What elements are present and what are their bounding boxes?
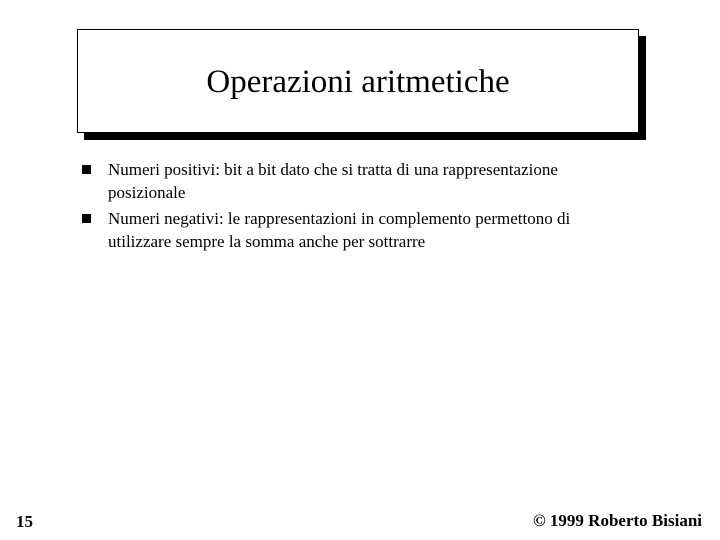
slide-title: Operazioni aritmetiche xyxy=(206,63,510,100)
copyright-notice: © 1999 Roberto Bisiani xyxy=(532,511,702,530)
square-bullet-icon xyxy=(82,165,91,174)
title-box xyxy=(77,29,639,133)
bullet-list xyxy=(82,158,602,256)
square-bullet-icon xyxy=(82,214,91,223)
bullet-text: Numeri positivi: bit a bit dato che si tratta di una rappresentazione posizionale xyxy=(108,160,558,202)
bullet-item xyxy=(82,158,602,204)
bullet-text: Numeri negativi: le rappresentazioni in complemento permettono di utilizzare sempre la somma anche per sottrarre xyxy=(108,209,571,251)
slide-number: 15 xyxy=(16,512,33,531)
bullet-item xyxy=(82,207,602,253)
